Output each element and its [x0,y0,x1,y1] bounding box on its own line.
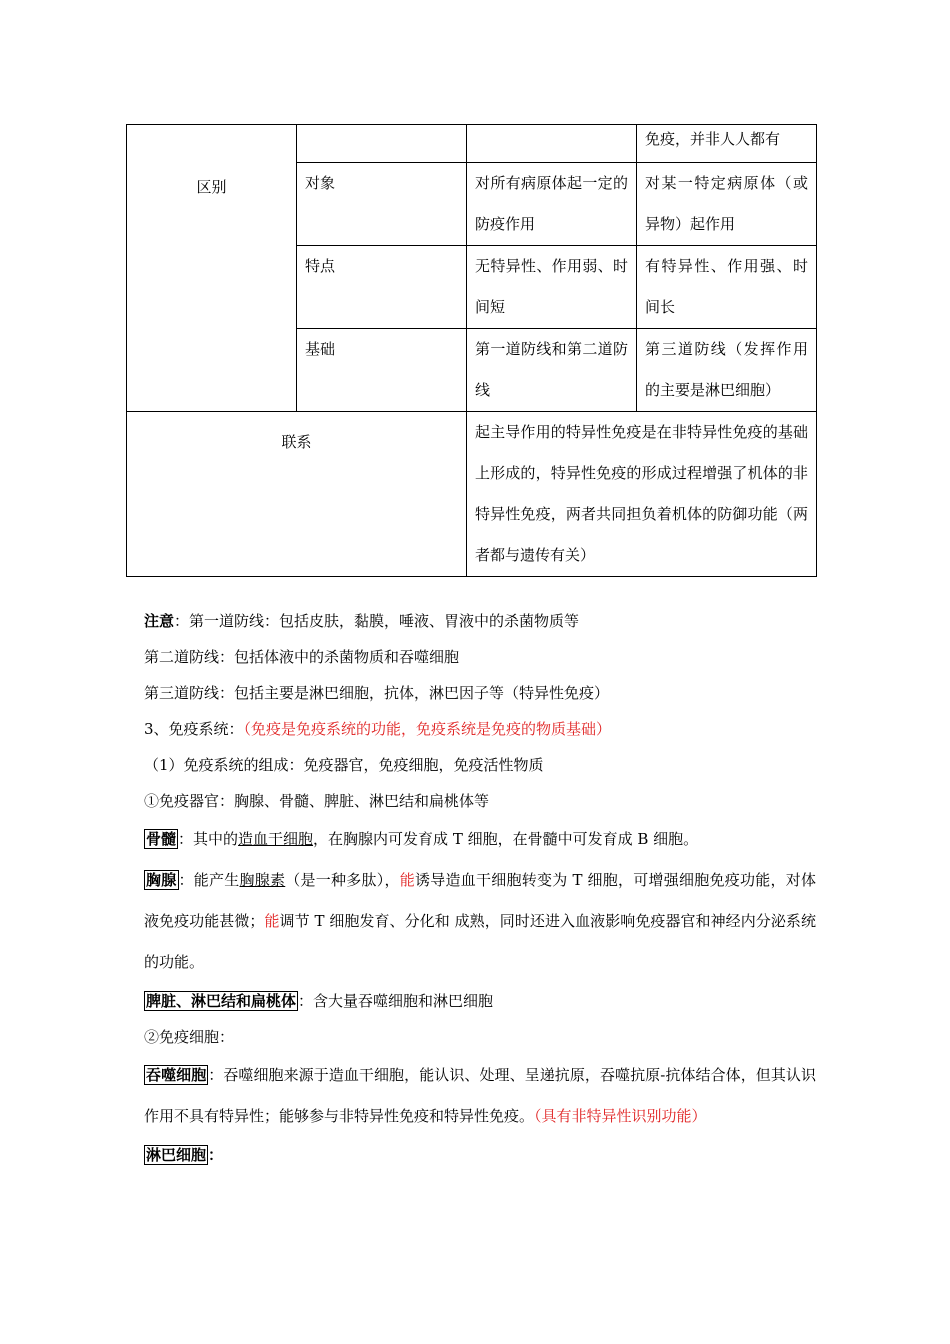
table-row [127,412,817,577]
row-label: 基础 [297,329,467,412]
specific-cell: 对某一特定病原体（或异物）起作用 [637,163,817,246]
cells-line: ②免疫细胞： [144,1028,235,1046]
immunity-comparison-table [126,124,817,577]
spleen-line: 脾脏、淋巴结和扁桃体 ：含大量吞噬细胞和淋巴细胞 [146,992,494,1010]
phagocyte-paragraph: 吞噬细胞 ：吞噬细胞来源于造血干细胞，能认识、处理、呈递抗原，吞噬抗原-抗体结合体，但其认识作用不具有特异性；能够参与非特异性免疫和特异性免疫。（具有非特异性识别功能） [144,1066,816,1125]
table-cell: 免疫，并非人人都有 [637,125,817,163]
nonspecific-cell: 对所有病原体起一定的防疫作用 [467,163,637,246]
distinguish-label: 区别 [196,178,227,196]
nonspecific-cell: 无特异性、作用弱、时间短 [467,246,637,329]
table-cell [467,125,637,163]
note-line-3: 第三道防线：包括主要是淋巴细胞，抗体，淋巴因子等（特异性免疫） [144,684,610,702]
note-line-1: 注意：第一道防线：包括皮肤，黏膜，唾液、胃液中的杀菌物质等 [144,612,580,630]
table-row [127,125,817,163]
lymphocyte-line: 淋巴细胞 ： [146,1146,224,1164]
section-3-heading: 3、免疫系统：（免疫是免疫系统的功能，免疫系统是免疫的物质基础） [144,720,612,738]
nonspecific-cell: 第一道防线和第二道防线 [467,329,637,412]
phagocyte-label: 吞噬细胞 [146,1066,207,1084]
organs-line: ①免疫器官：胸腺、骨髓、脾脏、淋巴结和扁桃体等 [144,792,490,810]
thymus-paragraph: 胸腺 ：能产生胸腺素（是一种多肽），能诱导造血干细胞转变为 T 细胞，可增强细胞免疫功能，对体液免疫功能甚微；能调节 T 细胞发育、分化和 成熟，同时还进入血液影响免疫器官和神经内分泌系统的功能。 [144,871,816,971]
specific-cell: 有特异性、作用强、时间长 [637,246,817,329]
note-label: 注意 [144,612,175,630]
row-label: 特点 [297,246,467,329]
bone-marrow-label: 骨髓 [146,830,177,848]
spleen-label: 脾脏、淋巴结和扁桃体 [146,992,297,1010]
note-line-2: 第二道防线：包括体液中的杀菌物质和吞噬细胞 [144,648,460,666]
relation-text: 起主导作用的特异性免疫是在非特异性免疫的基础上形成的，特异性免疫的形成过程增强了机体的非特异性免疫，两者共同担负着机体的防御功能（两者都与遗传有关） [467,412,817,577]
thymus-label: 胸腺 [146,871,177,889]
composition-line: （1）免疫系统的组成：免疫器官，免疫细胞，免疫活性物质 [144,756,544,774]
relation-label: 联系 [127,412,467,577]
bone-marrow-line: 骨髓 ：其中的造血干细胞，在胸腺内可发育成 T 细胞，在骨髓中可发育成 B 细胞。 [146,830,699,848]
distinguish-cell [127,125,297,412]
body-text [144,603,816,1173]
lymphocyte-label: 淋巴细胞 [146,1146,207,1164]
row-label: 对象 [297,163,467,246]
table-cell [297,125,467,163]
specific-cell: 第三道防线（发挥作用的主要是淋巴细胞） [637,329,817,412]
